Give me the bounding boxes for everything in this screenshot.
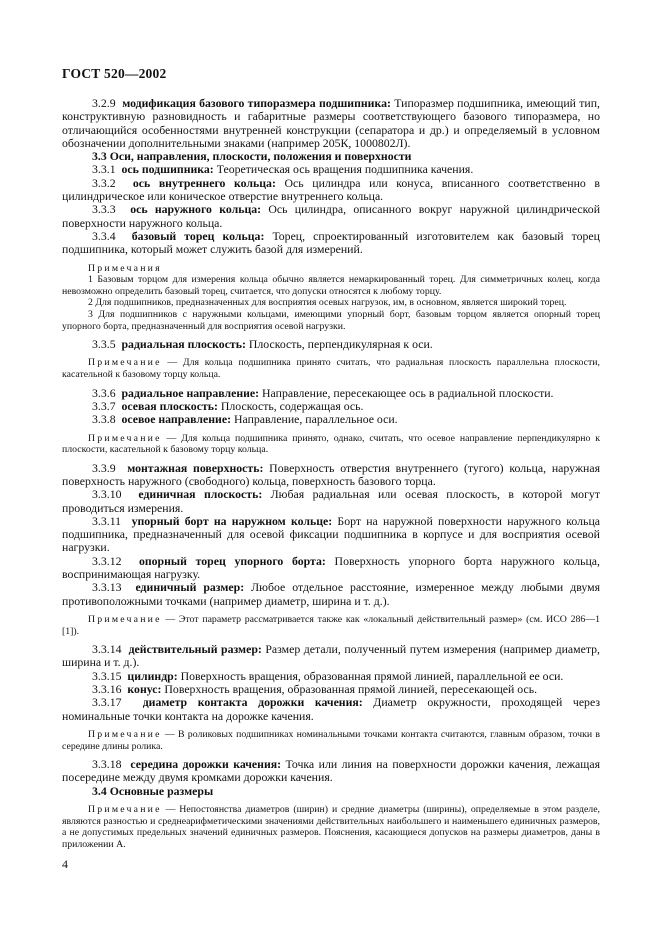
note-item: 1 Базовым торцом для измерения кольца обычно является немаркированный торец. Для симметричных колец, когда невозможно определить базовый торец, считается, что допуски относятся к любому торцу. xyxy=(62,274,600,297)
clause-3-3-5: 3.3.5 радиальная плоскость: Плоскость, перпендикулярная к оси. xyxy=(92,337,433,352)
note-3-3-5: Примечание — Для кольца подшипника принято считать, что радиальная плоскость параллельна плоскости, касательной к базовому торцу кольца. xyxy=(62,357,600,381)
document-header: ГОСТ 520—2002 xyxy=(62,66,167,81)
note-3-3-8: Примечание — Для кольца подшипника принято, однако, считать, что осевое направление перпендикулярно к плоскости, касательной к базовому торцу кольца. xyxy=(62,432,600,456)
clause-3-3-3: 3.3.3 ось наружного кольца: Ось цилиндра, описанного вокруг наружной цилиндрической поверхности наружного кольца. xyxy=(62,202,601,230)
notes-heading: Примечания xyxy=(88,262,162,274)
notes-3-3-4 xyxy=(62,263,600,333)
clause-3-3-8: 3.3.8 осевое направление: Направление, параллельное оси. xyxy=(92,412,398,427)
note-3-3-17: Примечание — В роликовых подшипниках номинальными точками контакта считаются, главным образом, точки в середине длины ролика. xyxy=(62,728,600,752)
note-3-4: Примечание — Непостоянства диаметров (ширин) и средние диаметры (ширины), определяемые в этом разделе, являются разностью и среднеарифметическими значениями действительных наибольшего и наименьшего единичных размеров, а не допустимых предельных значений единичных размеров. Пояснения, касающиеся допусков на размеры диаметров, даны в приложении А. xyxy=(62,804,600,850)
clause-3-3-6: 3.3.6 радиальное направление: Направление, пересекающее ось в радиальной плоскости. xyxy=(92,385,554,400)
note-item: 3 Для подшипников с наружными кольцами, имеющими упорный борт, базовым торцом является опорный торец упорного борта, предназначенный для восприятия осевой нагрузки. xyxy=(62,308,600,332)
clause-3-3-2: 3.3.2 ось внутреннего кольца: Ось цилиндра или конуса, вписанного соответственно в цилиндрическое или коническое отверстие внутреннего кольца. xyxy=(62,175,600,204)
clause-3-3-13: 3.3.13 единичный размер: Любое отдельное расстояние, измеренное между любыми двумя противоположными точками (например диаметр, ширина и т. д.). xyxy=(62,580,601,608)
clause-3-3-11: 3.3.11 упорный борт на наружном кольце: Борт на наружной поверхности наружного кольца подшипника, предназначенный для осевой фиксации подшипника в корпусе и для восприятия осевой нагрузки. xyxy=(62,513,600,555)
note-3-3-13: Примечание — Этот параметр рассматривается также как «локальный действительный размер» (см. ИСО 286—1 [1]). xyxy=(62,613,600,637)
document-body xyxy=(62,97,600,850)
section-3-3-heading: 3.3 Оси, направления, плоскости, положения и поверхности xyxy=(92,149,412,164)
clause-3-3-12: 3.3.12 опорный торец упорного борта: Поверхность упорного борта наружного кольца, воспринимающая нагрузку. xyxy=(62,553,600,582)
clause-3-3-1: 3.3.1 ось подшипника: Теоретическая ось вращения подшипника качения. xyxy=(92,162,474,177)
clause-3-3-4: 3.3.4 базовый торец кольца: Торец, спроектированный изготовителем как базовый торец подшипника, который может служить базой для измерений. xyxy=(62,228,600,257)
clause-3-3-9: 3.3.9 монтажная поверхность: Поверхность отверстия внутреннего (тугого) кольца, наружная поверхность наружного (свободного) кольца, поверхность базового торца. xyxy=(62,460,600,488)
clause-3-3-14: 3.3.14 действительный размер: Размер детали, полученный путем измерения (например диаметр, ширина и т. д.). xyxy=(62,642,601,670)
clause-3-3-17: 3.3.17 диаметр контакта дорожки качения: Диаметр окружности, проходящей через номинальные точки контакта на дорожке качения. xyxy=(62,695,600,723)
note-item: 2 Для подшипников, предназначенных для восприятия осевых нагрузок, им, в основном, является широкий торец. xyxy=(88,297,567,309)
clause-3-3-7: 3.3.7 осевая плоскость: Плоскость, содержащая ось. xyxy=(92,398,364,413)
clause-3-3-18: 3.3.18 середина дорожки качения: Точка или линия на поверхности дорожки качения, лежащая посередине между двумя кромками дорожки качения. xyxy=(62,757,600,785)
page-number: 4 xyxy=(62,857,68,871)
section-3-4-heading: 3.4 Основные размеры xyxy=(92,783,214,798)
clause-3-3-10: 3.3.10 единичная плоскость: Любая радиальная или осевая плоскость, в которой могут проводиться измерения. xyxy=(62,487,600,515)
clause-3-2-9: 3.2.9 модификация базового типоразмера подшипника: Типоразмер подшипника, имеющий тип, конструктивную разновидность и габаритные размеры соответствующего базового типоразмера, но отличающийся особенностями внутренней конструкции (сепаратора и др.) и определяемый в условном обозначении дополнительными знаками (например 205К, 1000802Л). xyxy=(62,96,600,150)
clause-3-3-15: 3.3.15 цилиндр: Поверхность вращения, образованная прямой линией, параллельной ее оси. xyxy=(92,668,564,683)
clause-3-3-16: 3.3.16 конус: Поверхность вращения, образованная прямой линией, пересекающей ось. xyxy=(92,682,538,697)
